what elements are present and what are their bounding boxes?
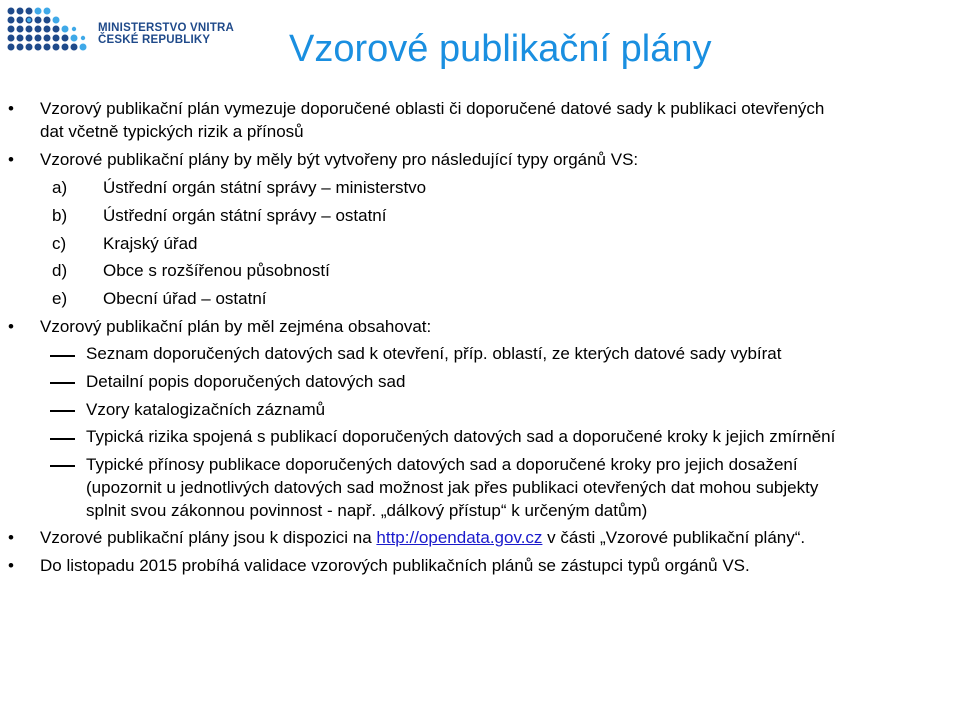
content-item-4: Typická rizika spojená s publikací doporučených datových sad a doporučené kroky k jejich zmírnění (86, 427, 836, 446)
bullet-2: Vzorové publikační plány by měly být vytvořeny pro následující typy orgánů VS: (40, 150, 639, 169)
organ-letter: b) (52, 206, 68, 225)
bullet-5: Do listopadu 2015 probíhá validace vzorových publikačních plánů se zástupci typů orgánů VS. (40, 556, 750, 575)
bullet-4 (40, 526, 805, 550)
content-item-2: Detailní popis doporučených datových sad (86, 372, 406, 391)
opendata-link[interactable]: http://opendata.gov.cz (376, 528, 543, 547)
content-item-5-line-3: splnit svou zákonnou povinnost - např. „dálkový přístup“ k určeným datům) (86, 501, 648, 520)
content-item-3: Vzory katalogizačních záznamů (86, 400, 326, 419)
dash-marker (50, 465, 75, 467)
bullet-3: Vzorový publikační plán by měl zejména obsahovat: (40, 317, 432, 336)
bullet-marker: • (8, 556, 14, 575)
bullet-marker: • (8, 528, 14, 547)
bullet-marker: • (8, 317, 14, 336)
logo-text (98, 22, 235, 46)
bullet-marker: • (8, 99, 14, 118)
bullet-4-pre: Vzorové publikační plány jsou k dispozici na (40, 528, 377, 547)
organ-letter: d) (52, 261, 68, 280)
page-title: Vzorové publikační plány (289, 28, 712, 70)
bullet-4-post: v části „Vzorové publikační plány“. (542, 528, 806, 547)
dash-marker (50, 382, 75, 384)
dash-marker (50, 438, 75, 440)
bullet-1-line-2: dat včetně typických rizik a přínosů (40, 122, 304, 141)
dash-marker (50, 410, 75, 412)
organ-letter: a) (52, 178, 68, 197)
organ-item: Obce s rozšířenou působností (103, 261, 330, 280)
logo-line-2: ČESKÉ REPUBLIKY (98, 34, 211, 46)
content-item-5-line-1: Typické přínosy publikace doporučených datových sad a doporučené kroky pro jejich dosažení (86, 455, 798, 474)
logo-line-1: MINISTERSTVO VNITRA (98, 22, 235, 34)
organ-item: Ústřední orgán státní správy – ostatní (103, 206, 387, 225)
bullet-1-line-1: Vzorový publikační plán vymezuje doporučené oblasti či doporučené datové sady k publikaci otevřených (40, 99, 825, 118)
bullet-marker: • (8, 150, 14, 169)
ministry-logo (6, 3, 235, 53)
content-item-1: Seznam doporučených datových sad k otevření, příp. oblastí, ze kterých datové sady vybírat (86, 344, 782, 363)
dash-marker (50, 355, 75, 357)
organ-item: Obecní úřad – ostatní (103, 289, 267, 308)
organ-item: Ústřední orgán státní správy – ministerstvo (103, 178, 427, 197)
content-item-5-line-2: (upozornit u jednotlivých datových sad možnost jak přes publikaci otevřených dat mohou subjekty (86, 478, 819, 497)
logo-dots-icon (6, 3, 92, 53)
organ-letter: e) (52, 289, 68, 308)
organ-item: Krajský úřad (103, 234, 198, 253)
organ-letter: c) (52, 234, 67, 253)
